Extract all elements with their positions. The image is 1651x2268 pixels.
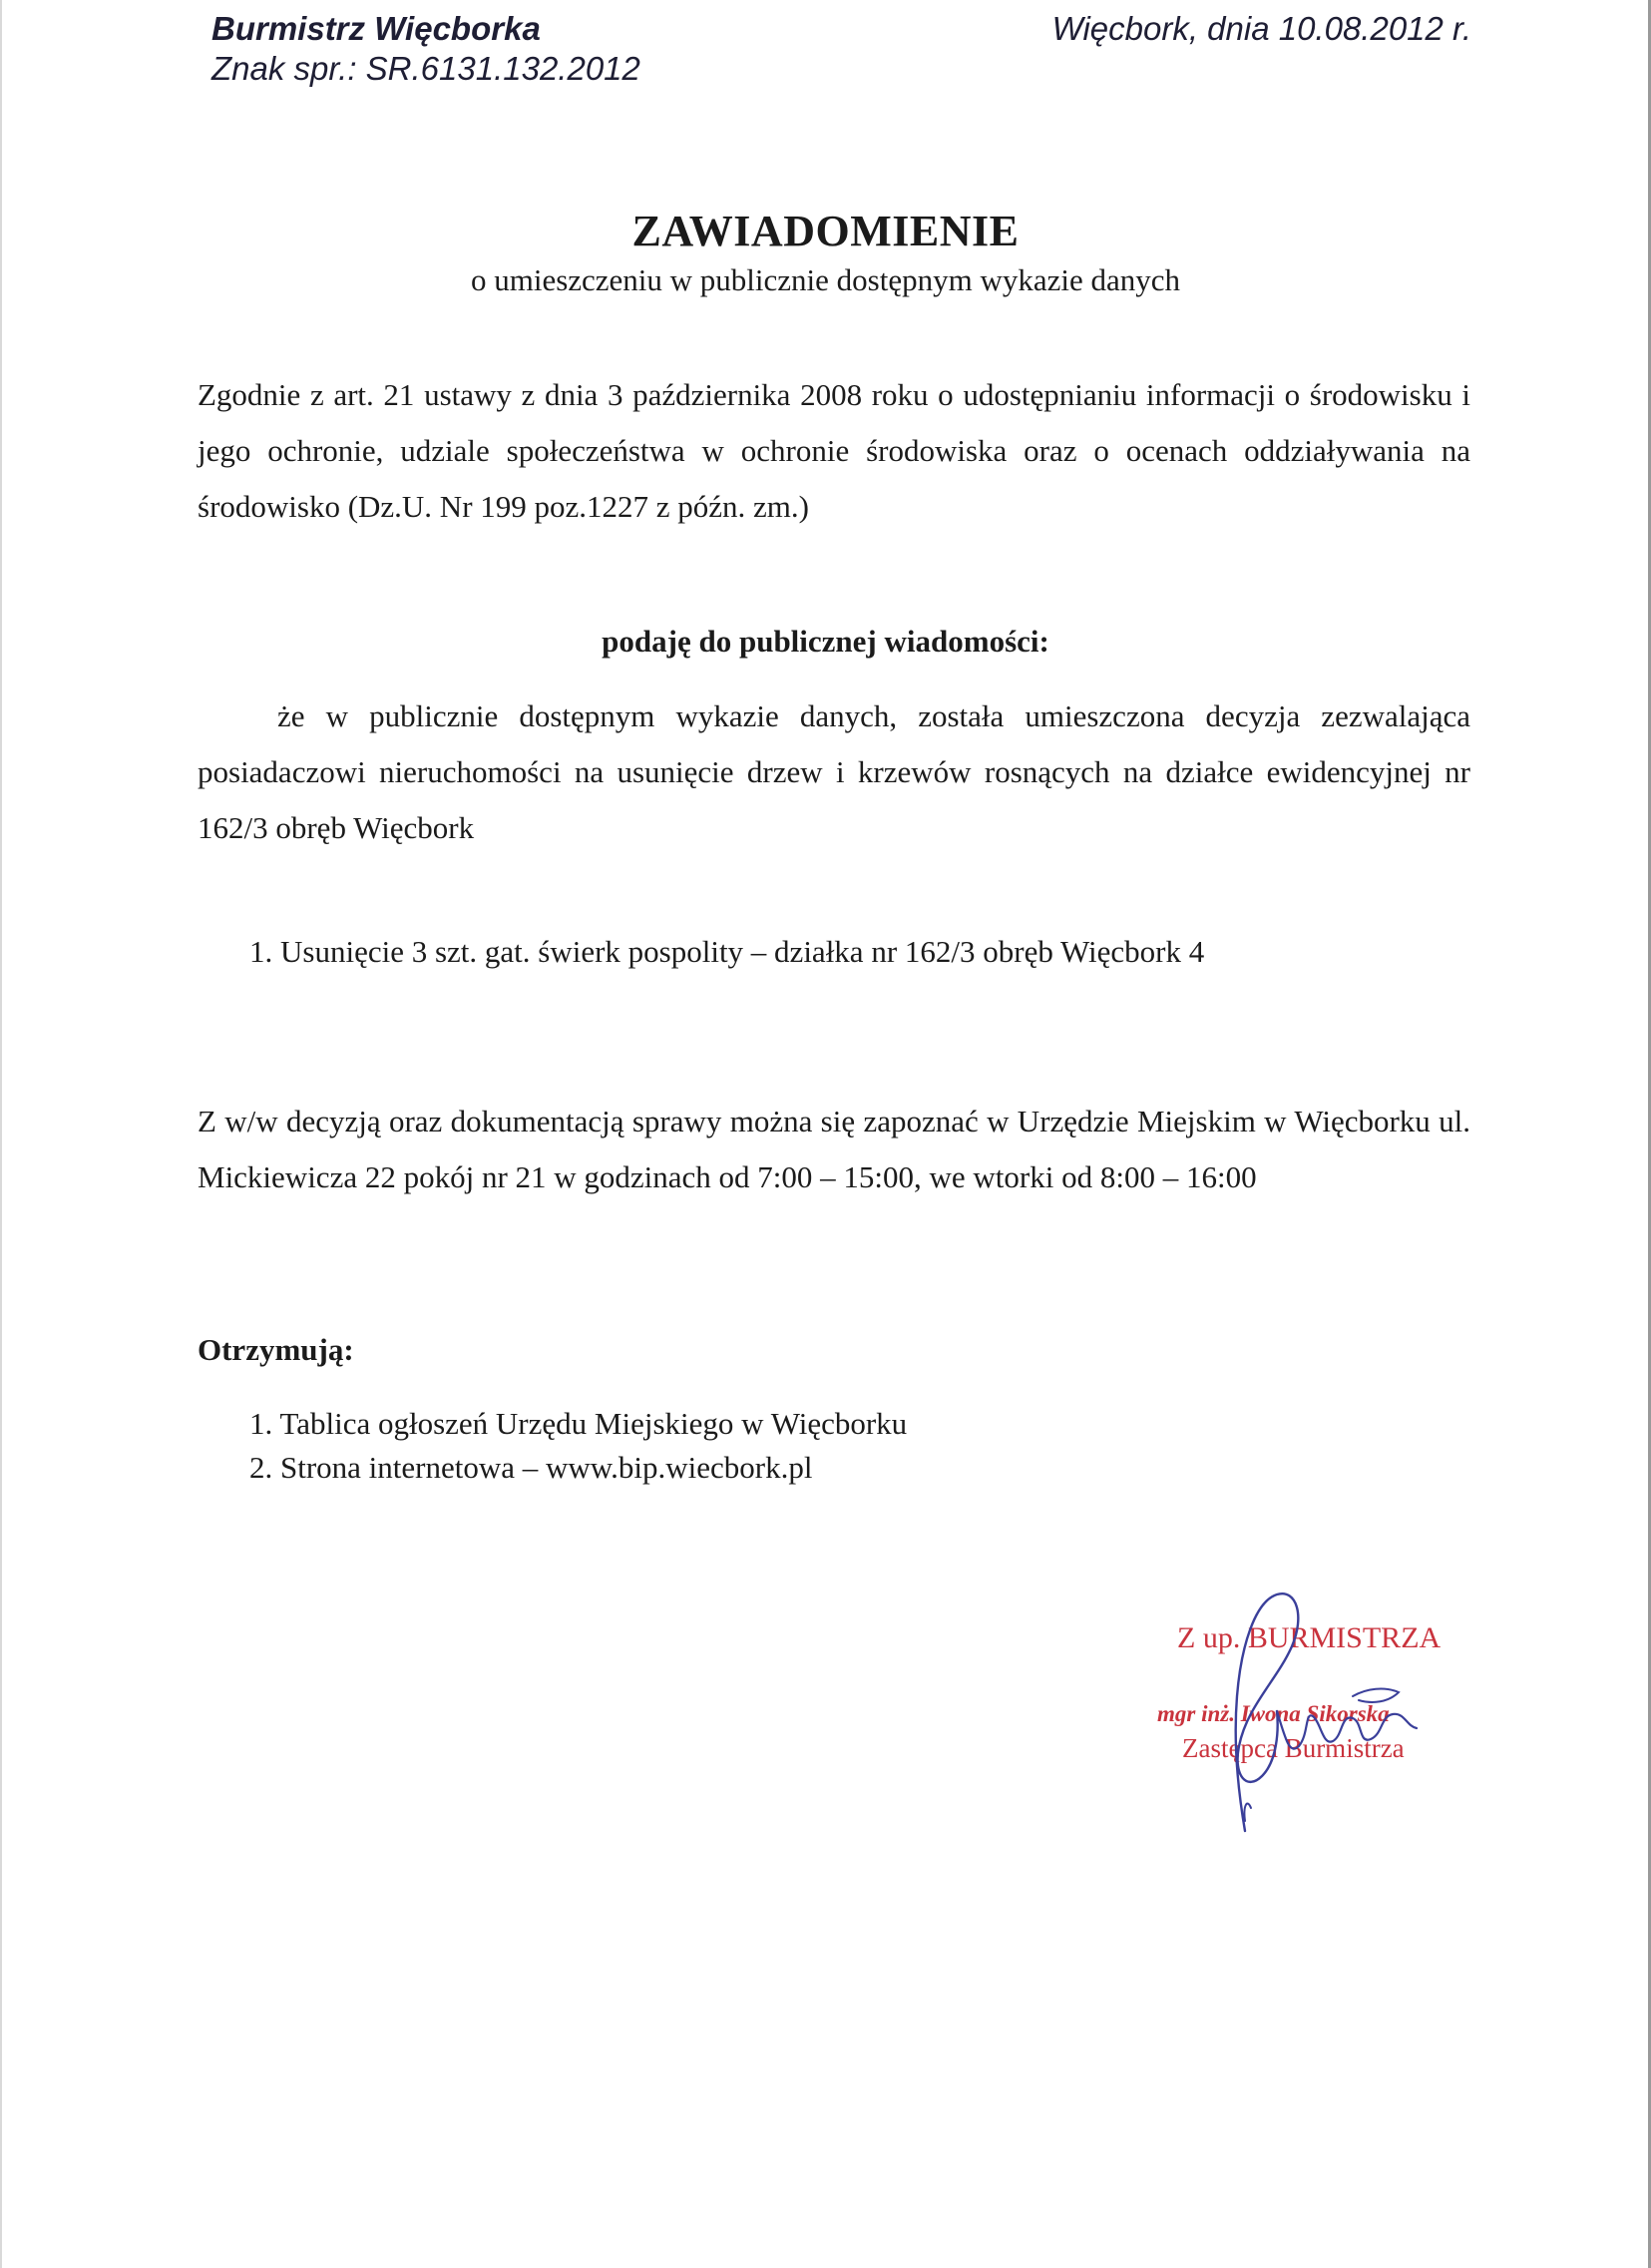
place-and-date: Więcbork, dnia 10.08.2012 r. (1051, 10, 1471, 47)
case-reference: Znak spr.: SR.6131.132.2012 (211, 50, 640, 87)
official-stamp (1127, 1577, 1506, 1836)
stamp-authorization: Z up. BURMISTRZA (1177, 1621, 1442, 1654)
legal-basis-paragraph: Zgodnie z art. 21 ustawy z dnia 3 października 2008 roku o udostępnianiu informacji o środowisku i jego ochronie, udziale społeczeństwa w ochronie środowiska oraz o ocenach oddziaływania na środowisko (Dz.U. Nr 199 poz.1227 z późn. zm.) (198, 377, 1470, 524)
decision-paragraph: że w publicznie dostępnym wykazie danych, została umieszczona decyzja zezwalająca posiadaczowi nieruchomości na usunięcie drzew i krzewów rosnących na działce ewidencyjnej nr 162/3 obręb Więcbork (198, 698, 1470, 845)
stamp-official-name: mgr inż. Iwona Sikorska (1157, 1701, 1390, 1726)
list-item: 1. Tablica ogłoszeń Urzędu Miejskiego w Więcborku (249, 1406, 908, 1441)
access-info-paragraph: Z w/w decyzją oraz dokumentacją sprawy można się zapoznać w Urzędzie Miejskim w Więcborku ul. Mickiewicza 22 pokój nr 21 w godzinach od 7:00 – 15:00, we wtorki od 8:00 – 16:00 (198, 1104, 1470, 1194)
list-item: 2. Strona internetowa – www.bip.wiecbork.pl (249, 1450, 813, 1485)
list-item: 1. Usunięcie 3 szt. gat. świerk pospolity – działka nr 162/3 obręb Więcbork 4 (249, 934, 1205, 969)
recipients-list (249, 1402, 907, 1490)
document-subtitle: o umieszczeniu w publicznie dostępnym wykazie danych (470, 262, 1181, 297)
stamp-official-title: Zastępca Burmistrza (1182, 1733, 1405, 1763)
document-title: ZAWIADOMIENIE (631, 207, 1020, 255)
recipients-heading: Otrzymują: (198, 1332, 354, 1367)
announcement-heading: podaję do publicznej wiadomości: (602, 624, 1049, 659)
issuer-name: Burmistrz Więcborka (211, 10, 541, 47)
decision-items-list (249, 924, 1204, 980)
page-left-edge (0, 0, 2, 2268)
handwritten-signature (1127, 1577, 1506, 1836)
